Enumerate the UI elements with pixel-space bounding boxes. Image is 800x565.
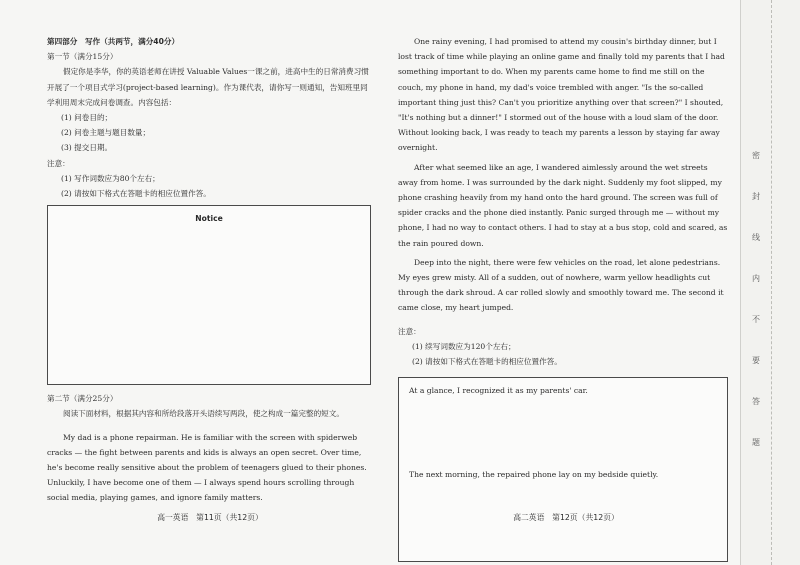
note-1: (1) 写作词数应为80个左右；	[61, 173, 160, 183]
seal-char: 题	[752, 438, 760, 447]
continuation-answer-box[interactable]	[398, 377, 728, 562]
notice-answer-box[interactable]	[47, 205, 371, 385]
part1-point-3: (3) 提交日期。	[61, 143, 113, 153]
story-paragraph-2: One rainy evening, I had promised to attend my cousin's birthday dinner, but I lost track of time while playing an online game and finally told my parents that I had something important to do. When my parents came home to find me still on the couch, my phone in hand, my dad's voice trembled with anger. "Is the so-called important thing just this? Can't you prioritize anything over that screen?" I shouted, "It's nothing but a dinner!" I stormed out of the house with a loud slam of the door. Without looking back, I was ready to teach my parents a lesson by staying far away overnight.	[398, 37, 725, 153]
part1-point-2: (2) 问卷主题与题目数量；	[61, 128, 151, 138]
note-2: (2) 请按如下格式在答题卡的相应位置作答。	[61, 189, 211, 199]
part1-heading: 第一节（满分15分）	[47, 52, 118, 62]
seal-char: 不	[752, 315, 760, 324]
right-note-label: 注意：	[398, 326, 421, 336]
left-page	[0, 0, 392, 565]
part1-point-1: (1) 问卷目的；	[61, 113, 113, 123]
continuation-opening-2: The next morning, the repaired phone lay on my bedside quietly.	[409, 470, 659, 480]
part2-prompt: 阅读下面材料，根据其内容和所给段落开头语续写两段，使之构成一篇完整的短文。	[63, 409, 344, 419]
story-paragraph-1: My dad is a phone repairman. He is familiar with the screen with spiderweb cracks — the fight between parents and kids is always an open secret. Over time, he's become really sensitive about the problem of teenagers glued to their phones. Unluckily, I have become one of them — I always spend hours scrolling through social media, playing games, and ignore family matters.	[47, 432, 367, 503]
part1-prompt: 假定你是李华，你的英语老师在讲授 Valuable Values一课之前，进高中生的日常消费习惯开展了一个项目式学习(project-based learning)。作为课代表，请你写一则通知，告知班里同学利用周末完成问卷调查。内容包括：	[47, 67, 369, 107]
seal-warning	[745, 150, 767, 448]
seal-char: 答	[752, 397, 760, 406]
seal-char: 内	[752, 274, 760, 283]
seal-char: 线	[752, 233, 760, 242]
seal-char: 要	[752, 356, 760, 365]
section-heading: 第四部分 写作（共两节，满分40分）	[47, 37, 180, 46]
seal-char: 封	[752, 192, 760, 201]
right-page-footer: 高二英语 第12页（共12页）	[513, 513, 619, 522]
right-note-2: (2) 请按如下格式在答题卡的相应位置作答。	[412, 357, 562, 367]
seal-char: 密	[752, 151, 760, 160]
right-note-1: (1) 续写词数应为120个左右；	[412, 341, 516, 351]
left-page-footer: 高一英语 第11页（共12页）	[157, 513, 263, 522]
seal-line	[771, 0, 773, 565]
story-paragraph-4: Deep into the night, there were few vehicles on the road, let alone pedestrians. My eyes grew misty. All of a sudden, out of nowhere, warm yellow headlights cut through the dark shroud. A car rolled slowly and smoothly toward me. The second it came close, my heart jumped.	[398, 257, 724, 313]
note-label: 注意：	[47, 158, 70, 168]
continuation-opening-1: At a glance, I recognized it as my parents' car.	[409, 386, 588, 396]
part2-heading: 第二节（满分25分）	[47, 394, 118, 404]
binding-strip	[740, 0, 800, 565]
right-page	[392, 0, 740, 565]
notice-title: Notice	[195, 214, 223, 224]
story-paragraph-3: After what seemed like an age, I wandered aimlessly around the wet streets away from home. I was surrounded by the dark night. Suddenly my foot slipped, my phone crashing heavily from my hand onto the hard ground. The screen was full of spider cracks and the phone died instantly. Panic surged through me — without my phone, I had no way to contact others. I had to stay at a bus stop, cold and scared, as the rain poured down.	[398, 162, 728, 248]
